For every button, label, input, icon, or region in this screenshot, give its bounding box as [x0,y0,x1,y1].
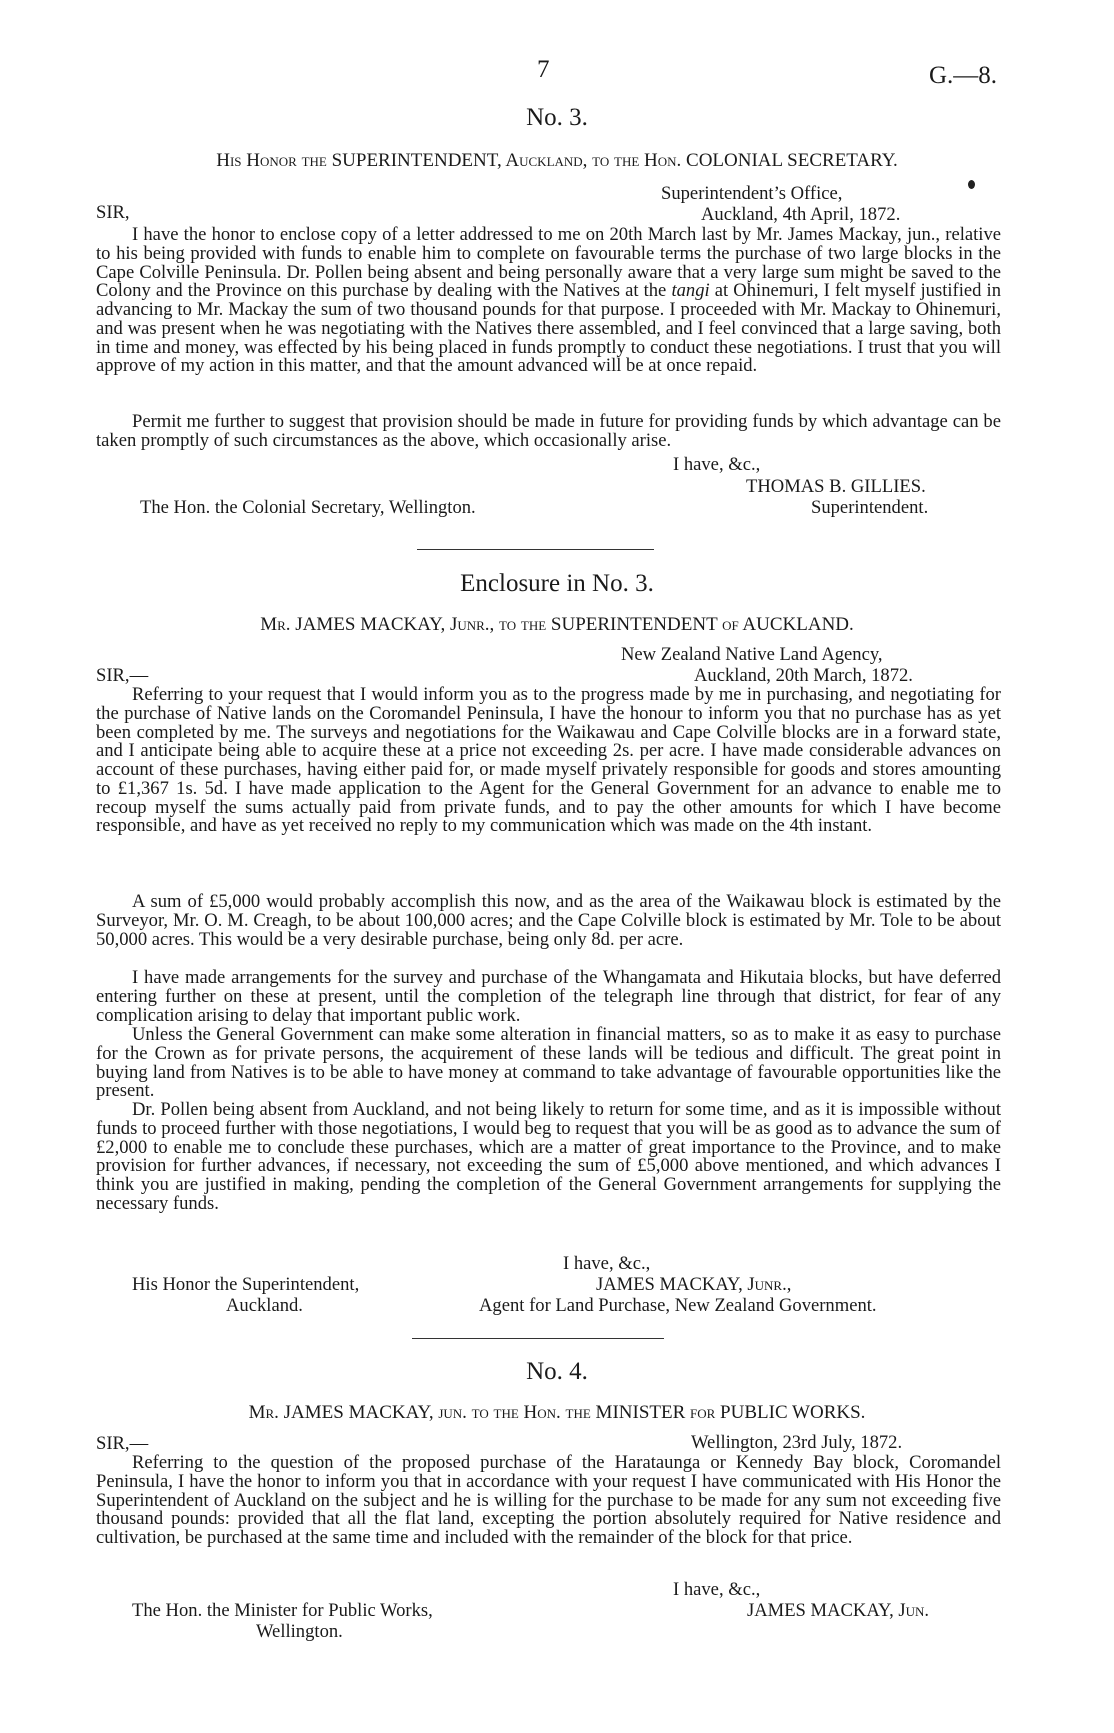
letter-heading-enclosure: Mr. JAMES MACKAY, Junr., to the SUPERINTENDENT of AUCKLAND. [260,614,854,635]
enclosure-paragraph-3: I have made arrangements for the survey and purchase of the Whangamata and Hikutaia blocks, but have deferred entering further on these at present, until the completion of the telegraph line through that district, for fear of any complication arising to delay that important public work. [96,967,1001,1026]
enclosure-signature-title: Agent for Land Purchase, New Zealand Government. [479,1295,877,1316]
no3-address-line2: Auckland, 4th April, 1872. [701,204,901,225]
no3-signature: THOMAS B. GILLIES. [746,476,926,497]
no3-address-line1: Superintendent’s Office, [661,183,843,204]
letter-heading-no3: His Honor the SUPERINTENDENT, Auckland, to the Hon. COLONIAL SECRETARY. [216,150,898,171]
enclosure-addressee-line1: His Honor the Superintendent, [132,1274,360,1295]
no4-addressee-line1: The Hon. the Minister for Public Works, [132,1600,433,1621]
no4-paragraph-1: Referring to the question of the proposed purchase of the Harataunga or Kennedy Bay block, Coromandel Peninsula, I have the honor to inform you that in accordance with your request I have communicated with His Honor the Superintendent of Auckland on the subject and he is willing for the purchase to be made for any sum not exceeding five thousand pounds: provided that all the flat land, excepting the portion absolutely required for Native residence and cultivation, be purchased at the same time and included with the remainder of the block for that price. [96,1452,1001,1548]
ink-dot-mark [968,180,975,189]
section-divider [412,1338,664,1339]
enclosure-salutation: SIR,— [96,665,149,686]
no3-p1-text-rest: at Ohinemuri, I felt myself justified in advancing to Mr. Mackay the sum of two thousand pounds for that purpose. I proceeded with Mr. Mackay to Ohinemuri, and was present when he was negotiating with the Natives there assembled, and I feel convinced that a large saving, both in time and money, was effected by his being placed in funds promptly to conduct these negotiations. I trust that you will approve of my action in this matter, and that the amount advanced will be at once repaid. [96,280,1002,377]
enclosure-addressee-line2: Auckland. [226,1295,303,1316]
no3-paragraph-2: Permit me further to suggest that provision should be made in future for providing funds by which advantage can be taken promptly of such circumstances as the above, which occasionally arise. [96,411,1001,451]
no3-signature-title: Superintendent. [811,497,929,518]
letter-heading-no4: Mr. JAMES MACKAY, jun. to the Hon. the MINISTER for PUBLIC WORKS. [248,1402,866,1423]
no4-address: Wellington, 23rd July, 1872. [691,1432,903,1453]
section-title-enclosure: Enclosure in No. 3. [460,570,654,597]
enclosure-paragraph-1: Referring to your request that I would inform you as to the progress made by me in purchasing, and negotiating for the purchase of Native lands on the Coromandel Peninsula, I have the honour to inform you that no purchase has as yet been completed by me. The surveys and negotiations for the Waikawau and Cape Colville blocks are in a forward state, and I anticipate being able to acquire these at a price not exceeding 2s. per acre. I have made considerable advances on account of these purchases, having either paid for, or made myself privately responsible for goods and stores amounting to £1,367 1s. 5d. I have made application to the Agent for the General Government for an advance to enable me to recoup myself the sums actually paid from private funds, and to pay the other amounts for which I have become responsible, and have as yet received no reply to my communication which was made on the 4th instant. [96,684,1001,837]
no4-addressee-line2: Wellington. [256,1621,343,1642]
section-title-no4: No. 4. [526,1358,588,1385]
enclosure-address-line2: Auckland, 20th March, 1872. [694,665,913,686]
no3-paragraph-1 [96,226,1001,376]
no3-salutation: SIR, [96,202,130,223]
no3-closing: I have, &c., [673,454,761,475]
no3-p1-italic-word: tangi [671,280,710,302]
no4-salutation: SIR,— [96,1433,149,1454]
enclosure-paragraph-5: Dr. Pollen being absent from Auckland, and not being likely to return for some time, and as it is impossible without funds to proceed further with those negotiations, I would beg to request that you will be as good as to advance the sum of £2,000 to enable me to conclude these purchases, which are a matter of great importance to the Province, and to make provision for further advances, if necessary, not exceeding the sum of £5,000 above mentioned, and which advances I think you are justified in making, pending the completion of the General Government arrangements for supplying the necessary funds. [96,1099,1001,1214]
no3-p1-text: I have the honor to enclose copy of a letter addressed to me on 20th March last by Mr. James Mackay, jun., relative to his being provided with funds to enable him to complete on favourable terms the purchase of two large blocks in the Cape Colville Peninsula. Dr. Pollen being absent and being personally aware that a very large sum might be saved to the Colony and the Province on this purchase by dealing with the Natives at the [96,224,1001,302]
page-number: 7 [537,56,550,83]
enclosure-paragraph-2: A sum of £5,000 would probably accomplish this now, and as the area of the Waikawau block is estimated by the Surveyor, Mr. O. M. Creagh, to be about 100,000 acres; and the Cape Colville block is estimated by Mr. Tole to be about 50,000 acres. This would be a very desirable purchase, being only 8d. per acre. [96,891,1001,950]
enclosure-signature: JAMES MACKAY, Junr., [596,1274,792,1295]
enclosure-paragraph-4: Unless the General Government can make some alteration in financial matters, so as to make it as easy to purchase for the Crown as for private persons, the acquirement of these lands will be tedious and difficult. The great point in buying land from Natives is to be able to have money at command to take advantage of favourable opportunities like the present. [96,1024,1001,1102]
section-title-no3: No. 3. [526,104,588,131]
enclosure-closing: I have, &c., [563,1253,651,1274]
enclosure-address-line1: New Zealand Native Land Agency, [621,644,883,665]
no3-addressee: The Hon. the Colonial Secretary, Wellington. [140,497,476,518]
section-divider [417,549,654,550]
no4-signature: JAMES MACKAY, Jun. [747,1600,930,1621]
document-reference: G.—8. [929,62,998,89]
no4-closing: I have, &c., [673,1579,761,1600]
